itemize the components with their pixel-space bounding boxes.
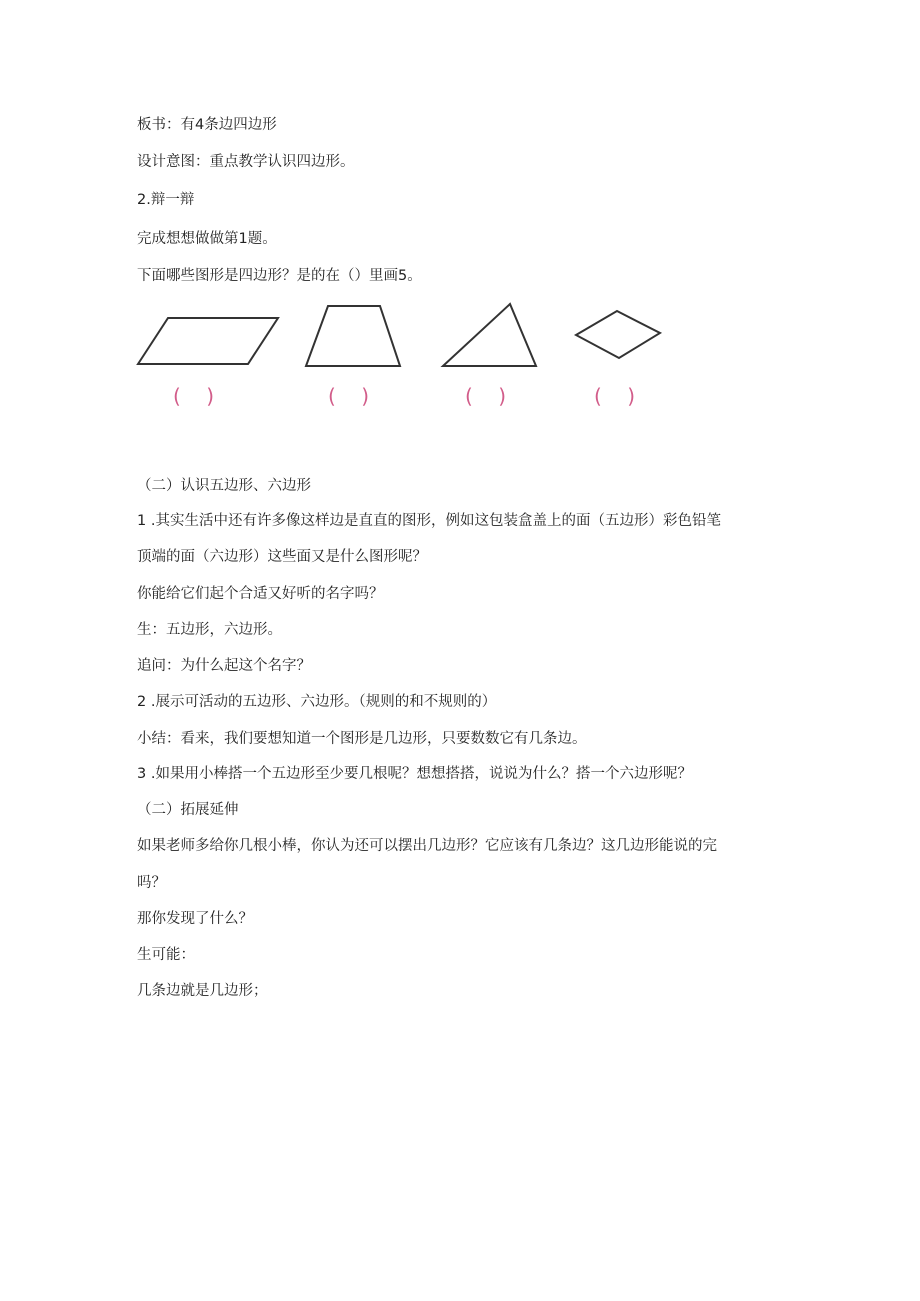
- paragraph: 如果老师多给你几根小棒，你认为还可以摆出几边形？它应该有几条边？这几边形能说的完: [137, 838, 717, 854]
- paragraph: 3 .如果用小棒搭一个五边形至少要几根呢？想想搭搭，说说为什么？搭一个六边形呢？: [137, 766, 692, 782]
- triangle-shape: [443, 304, 536, 366]
- paragraph: 生：五边形，六边形。: [137, 622, 282, 638]
- rhombus-shape: [576, 311, 660, 358]
- paragraph: 2 .展示可活动的五边形、六边形。（规则的和不规则的）: [137, 694, 497, 710]
- answer-paren-4: ( ): [594, 384, 636, 408]
- exercise-question: 下面哪些图形是四边形？是的在（）里画5。: [137, 268, 422, 284]
- answer-paren-3: ( ): [465, 384, 507, 408]
- paragraph: 几条边就是几边形；: [137, 983, 268, 999]
- paragraph: 追问：为什么起这个名字？: [137, 658, 311, 674]
- paragraph: 那你发现了什么？: [137, 911, 253, 927]
- answer-paren-1: ( ): [173, 384, 215, 408]
- section-heading: 2.辩一辩: [137, 192, 195, 208]
- paragraph: 1 .其实生活中还有许多像这样边是直直的图形，例如这包装盒盖上的面（五边形）彩色铅笔: [137, 513, 721, 529]
- paragraph: 小结：看来，我们要想知道一个图形是几边形，只要数数它有几条边。: [137, 731, 587, 747]
- section-heading: （二）拓展延伸: [137, 802, 239, 818]
- design-intent: 设计意图：重点教学认识四边形。: [137, 154, 355, 170]
- section-heading: （二）认识五边形、六边形: [137, 478, 311, 494]
- exercise-instruction: 完成想想做做第1题。: [137, 231, 277, 247]
- paragraph: 你能给它们起个合适又好听的名字吗？: [137, 586, 384, 602]
- parallelogram-shape: [138, 318, 278, 364]
- blackboard-note: 板书：有4条边四边形: [137, 117, 277, 133]
- paragraph: 生可能：: [137, 947, 195, 963]
- answer-paren-2: ( ): [328, 384, 370, 408]
- paragraph: 吗？: [137, 875, 166, 891]
- paragraph: 顶端的面（六边形）这些面又是什么图形呢？: [137, 549, 427, 565]
- trapezoid-shape: [306, 306, 400, 366]
